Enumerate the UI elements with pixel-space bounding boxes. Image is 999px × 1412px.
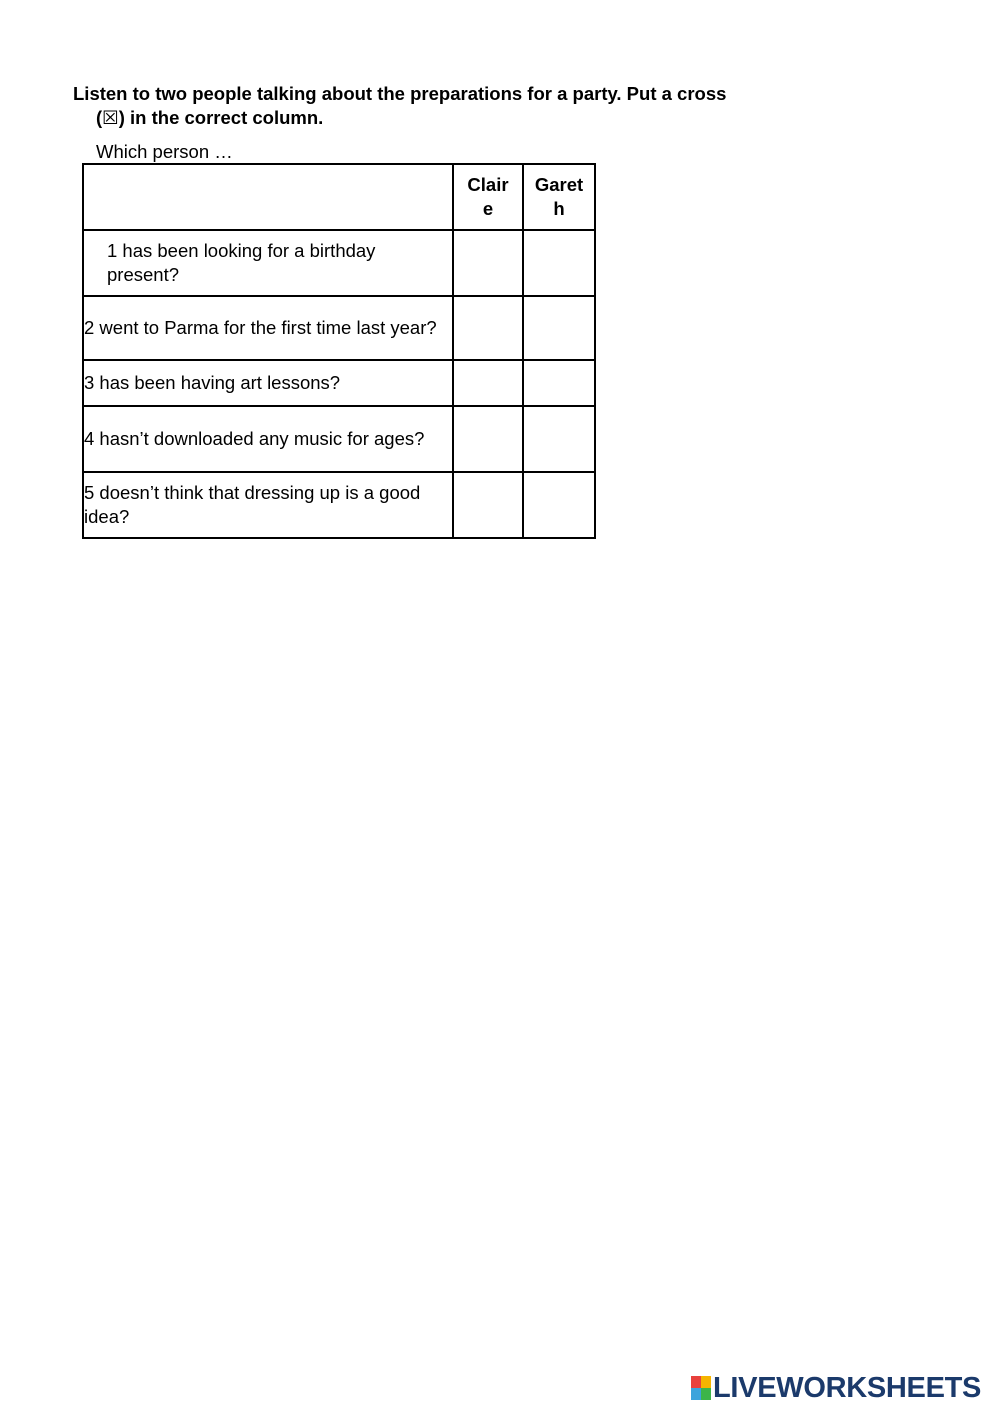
answer-box-5-claire[interactable] — [453, 472, 523, 538]
answer-table — [82, 163, 596, 539]
answer-box-2-gareth[interactable] — [523, 296, 595, 360]
table-row — [83, 296, 595, 360]
instruction-line-1: Listen to two people talking about the preparations for a party. Put a cross — [73, 83, 727, 104]
answer-box-1-claire[interactable] — [453, 230, 523, 296]
question-stem: Which person … — [96, 141, 233, 162]
answer-box-4-claire[interactable] — [453, 406, 523, 472]
header-gareth — [523, 164, 595, 230]
question-1: 1 has been looking for a birthday present? — [83, 230, 453, 296]
header-blank-cell — [83, 164, 453, 230]
question-5: 5 doesn’t think that dressing up is a good idea? — [83, 472, 453, 538]
table-header-row — [83, 164, 595, 230]
answer-box-1-gareth[interactable] — [523, 230, 595, 296]
table-row — [83, 472, 595, 538]
header-gareth-label: Gareth — [534, 174, 584, 219]
question-3: 3 has been having art lessons? — [83, 360, 453, 406]
question-2: 2 went to Parma for the first time last year? — [83, 296, 453, 360]
table-row — [83, 360, 595, 406]
header-claire-label: Claire — [467, 174, 509, 219]
liveworksheets-logo — [691, 1373, 981, 1403]
question-4: 4 hasn’t downloaded any music for ages? — [83, 406, 453, 472]
logo-icon-square-blue — [691, 1388, 701, 1400]
answer-box-2-claire[interactable] — [453, 296, 523, 360]
answer-box-4-gareth[interactable] — [523, 406, 595, 472]
logo-icon-square-red — [691, 1376, 701, 1388]
table-row — [83, 230, 595, 296]
header-claire — [453, 164, 523, 230]
answer-box-3-gareth[interactable] — [523, 360, 595, 406]
liveworksheets-logo-icon — [691, 1376, 711, 1400]
logo-wordmark: LIVEWORKSHEETS — [713, 1372, 982, 1404]
logo-icon-square-green — [701, 1388, 711, 1400]
table-row — [83, 406, 595, 472]
logo-icon-square-yellow — [701, 1376, 711, 1388]
instruction-line-2: (☒) in the correct column. — [96, 107, 324, 128]
answer-box-3-claire[interactable] — [453, 360, 523, 406]
answer-box-5-gareth[interactable] — [523, 472, 595, 538]
instructions — [73, 82, 813, 130]
